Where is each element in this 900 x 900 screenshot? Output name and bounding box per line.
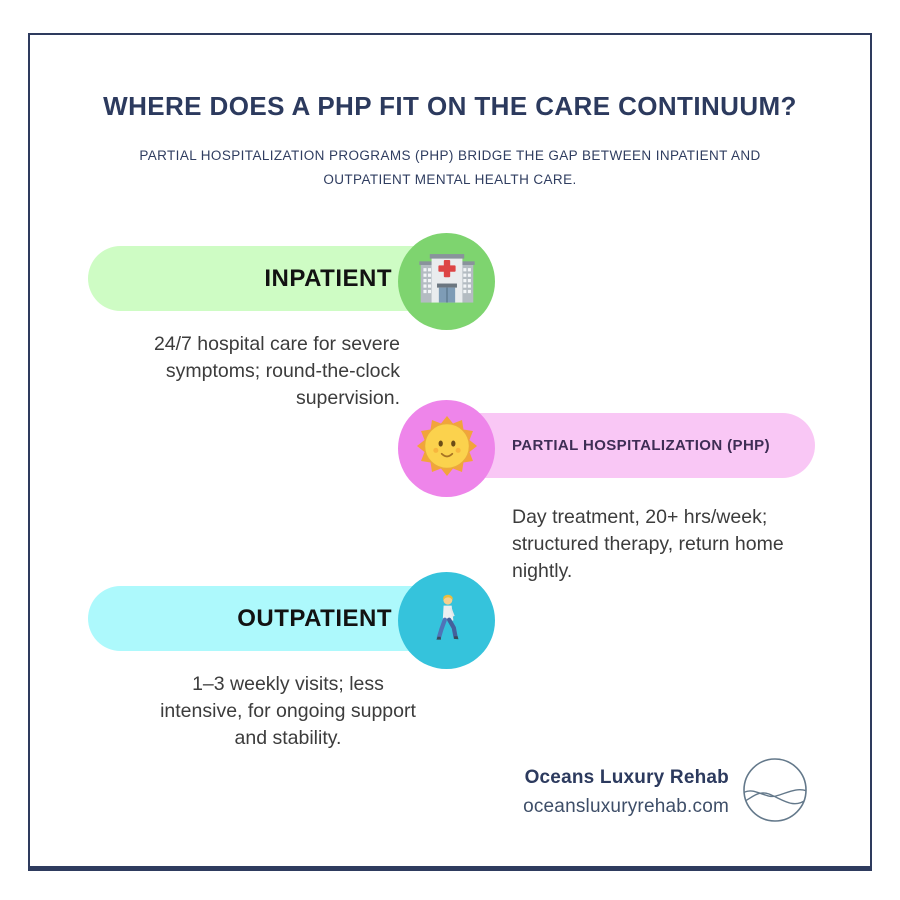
inpatient-circle [398, 233, 495, 330]
php-label: PARTIAL HOSPITALIZATION (PHP) [512, 437, 770, 454]
ocean-waves-logo [742, 757, 808, 828]
outpatient-label: OUTPATIENT [237, 604, 392, 632]
footer-text [523, 767, 729, 818]
footer [523, 757, 808, 828]
person-walking-icon [430, 592, 464, 649]
php-circle [398, 400, 495, 497]
outpatient-circle [398, 572, 495, 669]
sun-face-icon [416, 415, 478, 482]
page-title: WHERE DOES A PHP FIT ON THE CARE CONTINUUM? [103, 91, 797, 121]
page-subtitle: PARTIAL HOSPITALIZATION PROGRAMS (PHP) BRIDGE THE GAP BETWEEN INPATIENT AND OUTPATIENT MENTAL HEALTH CARE. [139, 148, 761, 187]
brand-name: Oceans Luxury Rehab [524, 767, 729, 788]
php-description: Day treatment, 20+ hrs/week; structured therapy, return home nightly. [512, 506, 784, 582]
hospital-icon [418, 249, 476, 314]
inpatient-label: INPATIENT [264, 264, 392, 292]
inpatient-description: 24/7 hospital care for severe symptoms; round-the-clock supervision. [153, 333, 400, 409]
website-url: oceansluxuryrehab.com [523, 796, 729, 817]
outpatient-description: 1–3 weekly visits; less intensive, for ongoing support and stability. [160, 673, 416, 749]
